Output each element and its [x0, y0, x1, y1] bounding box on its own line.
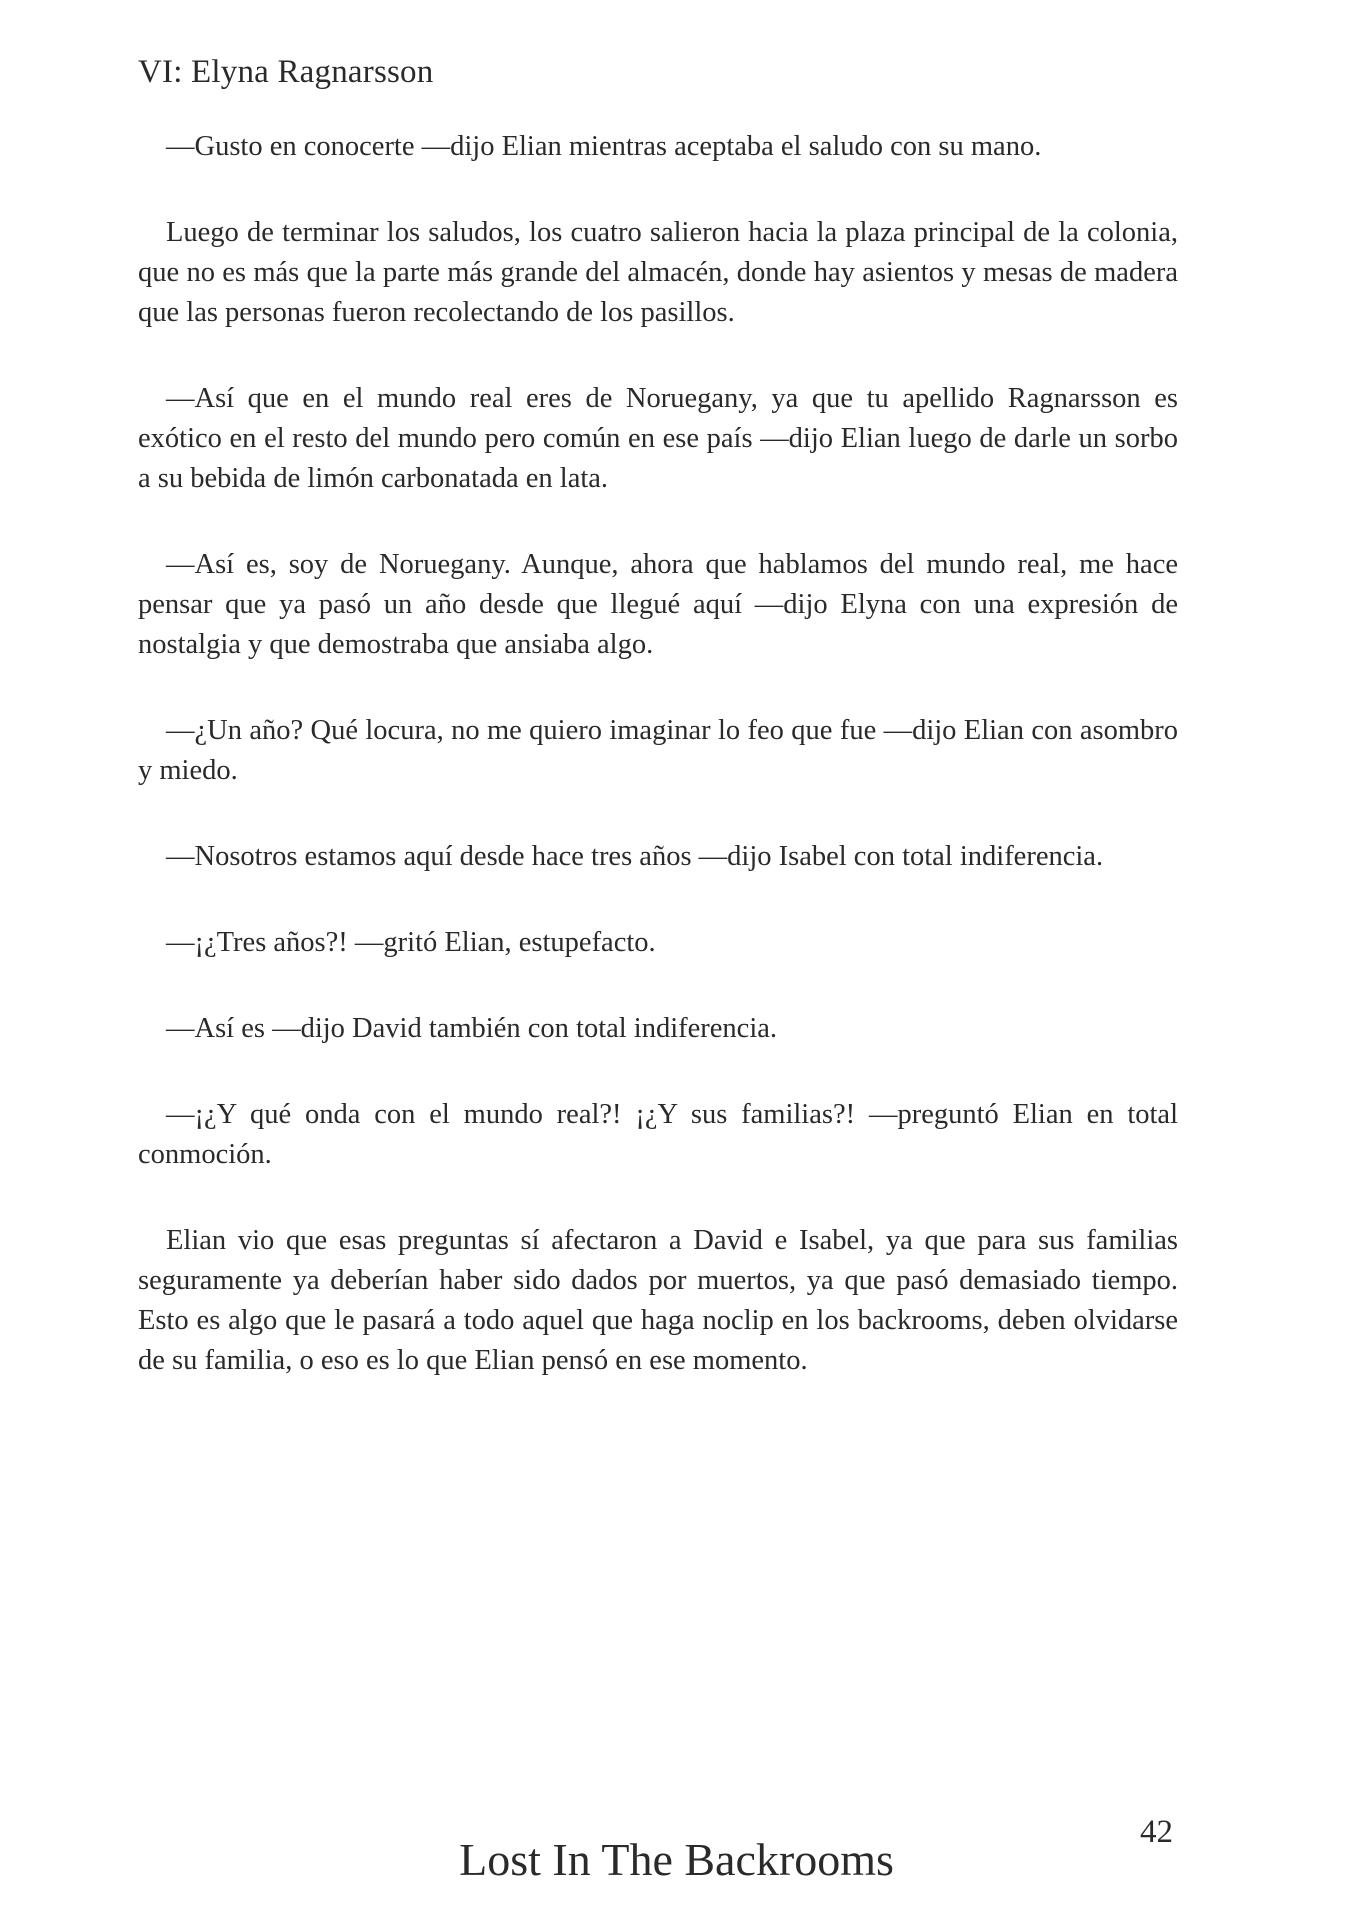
paragraph: Luego de terminar los saludos, los cuatro salieron hacia la plaza principal de la colonia, que no es más que la parte más grande del almacén, donde hay asientos y mesas de madera que las personas fueron recolectando de los pasillos. — [138, 217, 1178, 328]
paragraph: —Así que en el mundo real eres de Noruegany, ya que tu apellido Ragnarsson es exótico en el resto del mundo pero común en ese país —dijo Elian luego de darle un sorbo a su bebida de limón carbonatada en lata. — [138, 383, 1178, 494]
paragraph: —¿Un año? Qué locura, no me quiero imaginar lo feo que fue —dijo Elian con asombro y miedo. — [138, 715, 1178, 786]
book-title: Lost In The Backrooms — [459, 1834, 894, 1885]
page-number: 42 — [1140, 1814, 1173, 1850]
paragraph: —¡¿Tres años?! —gritó Elian, estupefacto. — [166, 927, 656, 958]
body-text — [138, 127, 1178, 1427]
paragraph: —Gusto en conocerte —dijo Elian mientras aceptaba el saludo con su mano. — [166, 131, 1042, 162]
paragraph: —Nosotros estamos aquí desde hace tres años —dijo Isabel con total indiferencia. — [166, 841, 1104, 872]
paragraph: Elian vio que esas preguntas sí afectaron a David e Isabel, ya que para sus familias seguramente ya deberían haber sido dados por muertos, ya que pasó demasiado tiempo. Esto es algo que le pasará a todo aquel que haga noclip en los backrooms, deben olvidarse de su familia, o eso es lo que Elian pensó en ese momento. — [138, 1225, 1178, 1376]
paragraph: —Así es, soy de Noruegany. Aunque, ahora que hablamos del mundo real, me hace pensar que ya pasó un año desde que llegué aquí —dijo Elyna con una expresión de nostalgia y que demostraba que ansiaba algo. — [138, 549, 1178, 660]
paragraph: —¡¿Y qué onda con el mundo real?! ¡¿Y sus familias?! —preguntó Elian en total conmoción. — [138, 1099, 1178, 1170]
chapter-title: VI: Elyna Ragnarsson — [138, 54, 434, 90]
paragraph: —Así es —dijo David también con total indiferencia. — [166, 1013, 778, 1044]
